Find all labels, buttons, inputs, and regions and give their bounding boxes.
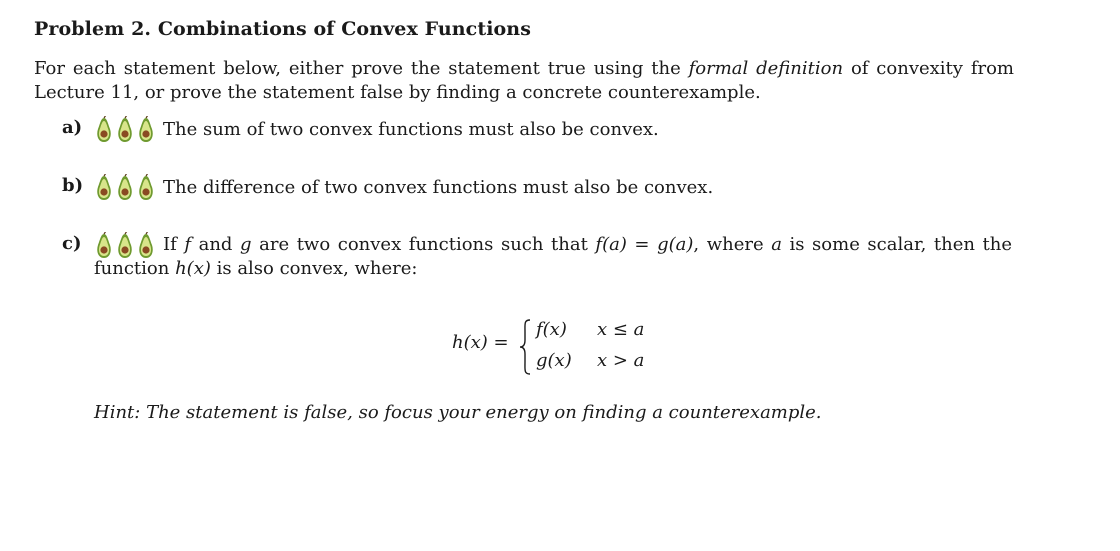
- avocado-difficulty-icon: [94, 116, 156, 144]
- part-c-text: function: [94, 258, 176, 279]
- part-c-text: If: [163, 234, 185, 255]
- hint-text: Hint: The statement is false, so focus your energy on finding a counterexample.: [94, 402, 822, 423]
- intro-emphasis: formal definition: [688, 58, 844, 79]
- part-c-label: c): [62, 233, 82, 254]
- part-c-text: is some scalar, then the: [781, 234, 1013, 255]
- equation-lhs: h(x) =: [452, 332, 509, 353]
- part-b-statement: The difference of two convex functions must also be convex.: [163, 177, 714, 198]
- left-brace-icon: [518, 318, 532, 376]
- part-c-text: are two convex functions such that: [251, 234, 596, 255]
- math-h-of-x: h(x): [175, 258, 211, 279]
- case-2-condition: x > a: [597, 350, 645, 371]
- math-f-of-a: f(a): [595, 234, 627, 255]
- intro-text-1: For each statement below, either prove the statement true using the: [34, 58, 689, 79]
- intro-text-2: of convexity from Lecture 11, or prove the statement false by finding a concrete counterexample.: [34, 58, 1014, 103]
- problem-title: Problem 2. Combinations of Convex Functions: [34, 18, 532, 40]
- part-a-statement: The sum of two convex functions must also be convex.: [163, 119, 659, 140]
- part-a-label: a): [62, 117, 83, 138]
- math-equals: =: [626, 234, 658, 255]
- part-c-text: , where: [693, 234, 772, 255]
- part-c-statement-line1: [163, 233, 1012, 257]
- math-a: a: [771, 234, 782, 255]
- piecewise-equation: [452, 318, 692, 378]
- part-c-statement-line2: [94, 257, 418, 281]
- case-1-value: f(x): [536, 319, 567, 340]
- case-2-value: g(x): [536, 350, 572, 371]
- math-g-of-a: g(a): [657, 234, 694, 255]
- problem-intro: [34, 57, 1014, 105]
- avocado-difficulty-icon: [94, 232, 156, 260]
- math-g: g: [240, 234, 252, 255]
- part-c-text: and: [191, 234, 241, 255]
- avocado-difficulty-icon: [94, 174, 156, 202]
- part-b-label: b): [62, 175, 84, 196]
- case-1-condition: x ≤ a: [597, 319, 645, 340]
- math-f: f: [184, 234, 192, 255]
- part-c-text: is also convex, where:: [210, 258, 418, 279]
